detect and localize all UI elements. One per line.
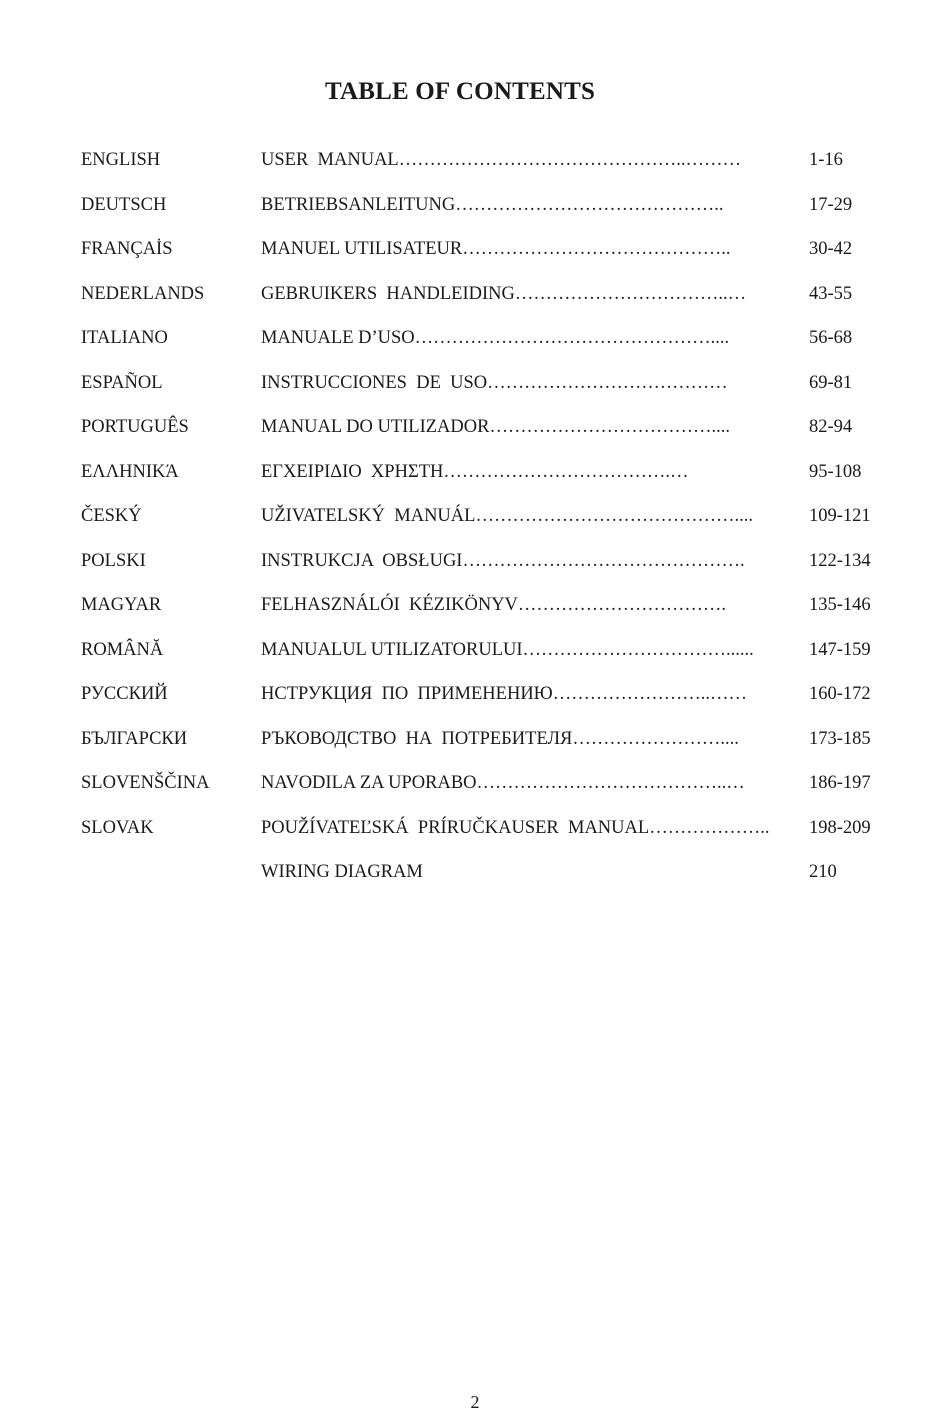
toc-language: РУССКИЙ bbox=[81, 684, 168, 704]
toc-row-italiano bbox=[81, 322, 891, 367]
toc-section-title: FELHASZNÁLÓI KÉZIKÖNYV……………………………. bbox=[261, 595, 727, 615]
toc-row-nederlands bbox=[81, 278, 891, 323]
toc-row-espanol bbox=[81, 367, 891, 412]
toc-page-range: 122-134 bbox=[809, 550, 871, 571]
toc-row-portugues bbox=[81, 411, 891, 456]
toc-row-polski bbox=[81, 545, 891, 590]
toc-section-title: НСТРУКЦИЯ ПО ПРИМЕНЕНИЮ……………………..…… bbox=[261, 684, 747, 704]
toc-page-range: 210 bbox=[809, 862, 837, 882]
toc-section-title: POUŽÍVATEĽSKÁ PRÍRUČKAUSER MANUAL……………….. bbox=[261, 817, 770, 838]
toc-language: ESPAÑOL bbox=[81, 372, 163, 393]
toc-section-title: USER MANUAL………………………………………..……… bbox=[261, 150, 741, 170]
toc-row-deutsch bbox=[81, 189, 891, 234]
toc-page-range: 135-146 bbox=[809, 595, 871, 615]
toc-language: ΕΛΛΗΝΙΚΆ bbox=[81, 461, 179, 482]
toc-language: ROMÂNĂ bbox=[81, 639, 164, 660]
toc-section-title: BETRIEBSANLEITUNG…………………………………….. bbox=[261, 194, 724, 215]
toc-page-range: 82-94 bbox=[809, 417, 853, 437]
toc-language: DEUTSCH bbox=[81, 194, 167, 215]
toc-language: SLOVAK bbox=[81, 817, 154, 838]
toc-language: SLOVENŠČINA bbox=[81, 773, 210, 793]
toc-section-title: ΕΓΧΕΙΡΙΔΙΟ ΧΡΗΣΤΗ……………………………….… bbox=[261, 461, 689, 482]
toc-section-title: MANUALE D’USO………………………………………….... bbox=[261, 328, 730, 348]
toc-page-range: 186-197 bbox=[809, 773, 871, 793]
toc-section-title: WIRING DIAGRAM bbox=[261, 862, 423, 882]
toc-language: NEDERLANDS bbox=[81, 283, 205, 304]
toc-section-title: UŽIVATELSKÝ MANUÁL…………………………………….... bbox=[261, 506, 753, 526]
toc-row-slovenscina bbox=[81, 767, 891, 812]
toc-page-range: 30-42 bbox=[809, 239, 853, 259]
toc-page-range: 147-159 bbox=[809, 639, 871, 660]
toc-page-range: 109-121 bbox=[809, 506, 871, 526]
toc-row-greek bbox=[81, 456, 891, 501]
toc-section-title: INSTRUKCJA OBSŁUGI………………………………………. bbox=[261, 550, 745, 571]
toc-page-range: 69-81 bbox=[809, 372, 853, 393]
toc-section-title: INSTRUCCIONES DE USO………………………………… bbox=[261, 372, 728, 393]
toc-language: PORTUGUÊS bbox=[81, 417, 189, 437]
toc-page-range: 95-108 bbox=[809, 461, 862, 482]
toc-row-romana bbox=[81, 634, 891, 679]
toc-row-francais bbox=[81, 233, 891, 278]
toc-page-range: 43-55 bbox=[809, 283, 853, 304]
page-title: TABLE OF CONTENTS bbox=[324, 78, 596, 105]
toc-language: POLSKI bbox=[81, 550, 146, 571]
toc-row-czech bbox=[81, 500, 891, 545]
toc-language: MAGYAR bbox=[81, 595, 162, 615]
toc-row-bulgarian bbox=[81, 723, 891, 768]
toc-section-title: MANUAL DO UTILIZADOR……………………………….... bbox=[261, 417, 730, 437]
toc-language: FRANÇAİS bbox=[81, 239, 173, 259]
table-of-contents bbox=[81, 144, 891, 901]
toc-section-title: РЪКОВОДСТВО НА ПОТРЕБИТЕЛЯ…………………….... bbox=[261, 728, 739, 749]
toc-row-slovak bbox=[81, 812, 891, 857]
toc-row-english bbox=[81, 144, 891, 189]
toc-row-wiring-diagram bbox=[81, 856, 891, 901]
page-number: 2 bbox=[470, 1392, 480, 1412]
toc-page-range: 56-68 bbox=[809, 328, 853, 348]
toc-page-range: 17-29 bbox=[809, 194, 853, 215]
toc-language: ENGLISH bbox=[81, 150, 161, 170]
toc-page-range: 160-172 bbox=[809, 684, 871, 704]
toc-page-range: 173-185 bbox=[809, 728, 871, 749]
toc-page-range: 1-16 bbox=[809, 150, 843, 170]
toc-section-title: MANUALUL UTILIZATORULUI……………………………...... bbox=[261, 639, 754, 660]
toc-section-title: MANUEL UTILISATEUR…………………………………….. bbox=[261, 239, 731, 259]
toc-row-russian bbox=[81, 678, 891, 723]
toc-section-title: GEBRUIKERS HANDLEIDING……………………………..… bbox=[261, 283, 747, 304]
toc-section-title: NAVODILA ZA UPORABO…………………………………..… bbox=[261, 773, 745, 793]
toc-language: ČESKÝ bbox=[81, 506, 142, 526]
toc-language: ITALIANO bbox=[81, 328, 168, 348]
toc-language: БЪЛГАРСКИ bbox=[81, 728, 188, 749]
toc-row-magyar bbox=[81, 589, 891, 634]
toc-page-range: 198-209 bbox=[809, 817, 871, 838]
